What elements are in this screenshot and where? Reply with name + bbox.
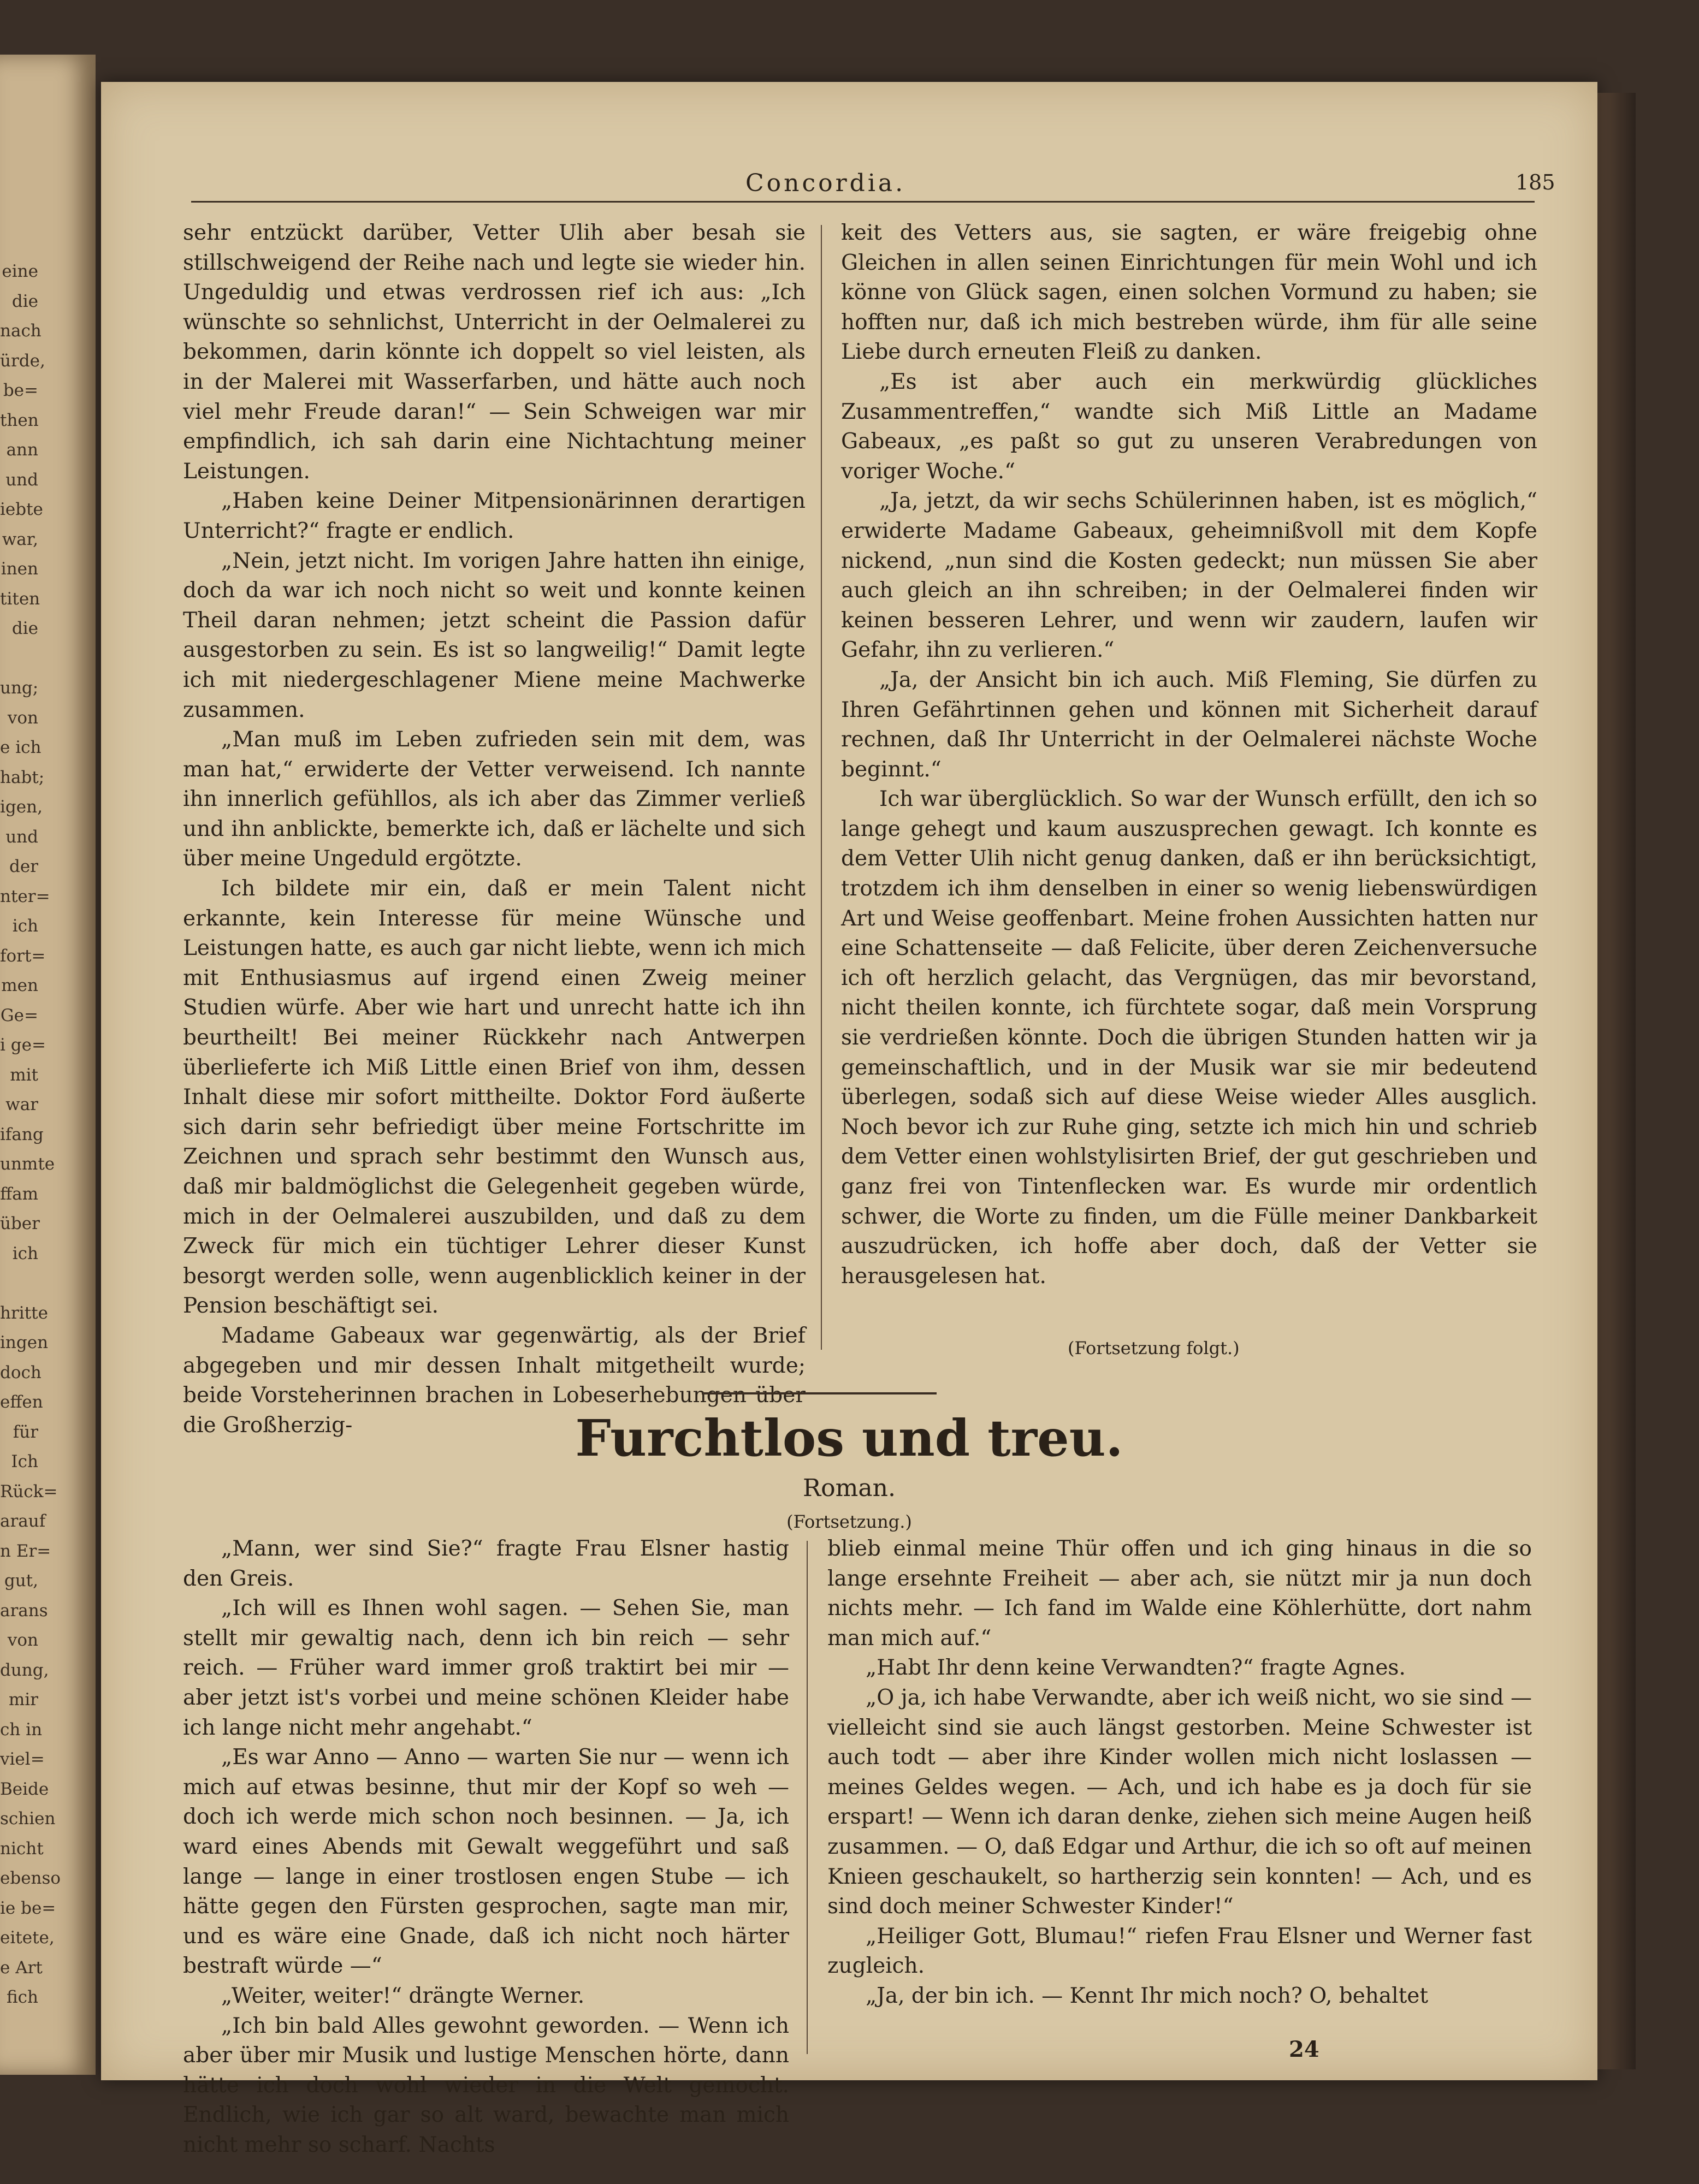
left-fragment-line: Rück= [0, 1481, 58, 1502]
left-fragment-line: ebenso [0, 1868, 61, 1888]
page-edge [1597, 93, 1636, 2069]
left-fragment-line: dung, [0, 1660, 49, 1680]
left-fragment-line: fich [6, 1987, 38, 2007]
left-page-text-fragments [0, 257, 61, 2013]
left-fragment-line: inen [1, 559, 38, 579]
left-fragment-line: über [0, 1214, 40, 1233]
left-fragment-line: mir [8, 1690, 38, 1710]
left-fragment-line [0, 644, 38, 674]
section-rule [702, 1392, 937, 1394]
running-title: Concordia. [745, 169, 906, 197]
left-fragment-line: der [9, 857, 38, 876]
left-fragment-line: Ge= [0, 1005, 38, 1025]
paragraph: sehr entzückt darüber, Vetter Ulih aber besah sie stillschweigend der Reihe nach und legte sie wieder hin. Ungeduldig und etwas verdrossen rief ich aus: „Ich wünschte so sehnlichst, Unterricht in der Oelmalerei zu bekommen, darin könnte ich doppelt so viel leisten, als in der Malerei mit Wasserfarben, und hätte auch noch viel mehr Freude daran!“ — Sein Schweigen war mir empfindlich, ich sah darin eine Nichtachtung meiner Leistungen. [183, 221, 806, 484]
paragraph: „O ja, ich habe Verwandte, aber ich weiß nicht, wo sie sind — vielleicht sind sie auch längst gestorben. Meine Schwester ist auch todt — aber ihre Kinder wollen mich nicht loslassen — meines Geldes wegen. — Ach, und ich habe es ja doch für sie erspart! — Wenn ich daran denke, ziehen sich meine Augen heiß zusammen. — O, daß Edgar und Arthur, die ich so oft auf meinen Knieen geschaukelt, so hartherzig sein konnten! — Ach, und es sind doch meiner Schwester Kinder!“ [827, 1685, 1532, 1919]
left-fragment-line: ürde, [0, 351, 45, 371]
upper-right-column [841, 218, 1537, 1291]
left-fragment-line: ann [6, 440, 38, 460]
left-fragment-line: und [5, 827, 38, 847]
paragraph: „Ich bin bald Alles gewohnt geworden. — Wenn ich aber über mir Musik und lustige Menschen hörte, dann hätte ich doch wohl wieder in die Welt gemocht. Endlich, wie ich gar so alt ward, bewachte man mich nicht mehr so scharf. Nachts [183, 2013, 789, 2157]
left-fragment-line: die [11, 291, 38, 311]
paragraph: blieb einmal meine Thür offen und ich ging hinaus in die so lange ersehnte Freiheit — aber ach, sie nützt mir ja nun doch nichts mehr. — Ich fand im Walde eine Köhlerhütte, dort nahm man mich auf.“ [827, 1536, 1532, 1651]
left-fragment-line: mit [10, 1065, 38, 1085]
left-fragment-line: arans [0, 1600, 48, 1621]
left-fragment-line: then [0, 410, 39, 430]
paragraph: Madame Gabeaux war gegenwärtig, als der Brief abgegeben und mir dessen Inhalt mitgetheilt wurde; beide Vorsteherinnen brachen in Lobeserhebungen über die Großherzig- [183, 1323, 806, 1438]
left-fragment-line: fort= [0, 946, 46, 966]
left-fragment-line: nter= [0, 886, 50, 906]
novel-subtitle: Roman. [803, 1474, 896, 1502]
left-fragment-line: men [1, 976, 38, 995]
paragraph: „Ja, der Ansicht bin ich auch. Miß Fleming, Sie dürfen zu Ihren Gefährtinnen gehen und können mit Sicherheit darauf rechnen, daß Ihr Unterricht in der Oelmalerei nächste Woche beginnt.“ [841, 667, 1537, 782]
left-fragment-line: ch in [0, 1719, 43, 1740]
left-fragment-line: die [11, 619, 38, 638]
left-fragment-line: war, [2, 529, 38, 549]
left-fragment-line: iebte [0, 500, 43, 519]
left-fragment-line: von [7, 1630, 38, 1650]
left-fragment-line: eitete, [0, 1928, 55, 1948]
novel-continued-note: (Fortsetzung.) [786, 1511, 912, 1532]
left-fragment-line: von [7, 708, 38, 728]
left-fragment-line: ifang [0, 1124, 44, 1144]
paragraph: „Es ist aber auch ein merkwürdig glückliches Zusammentreffen,“ wandte sich Miß Little an Madame Gabeaux, „es paßt so gut zu unseren Verabredungen von voriger Woche.“ [841, 369, 1537, 484]
left-fragment-line: ung; [0, 678, 39, 698]
paragraph: „Ich will es Ihnen wohl sagen. — Sehen Sie, man stellt mir gewaltig nach, denn ich bin reich — sehr reich. — Früher ward immer groß traktirt bei mir — aber jetzt ist's vorbei und meine schönen Kleider habe ich lange nicht mehr angehabt.“ [183, 1596, 789, 1740]
left-fragment-line: schien [0, 1809, 56, 1829]
left-fragment-line: unmte [0, 1154, 55, 1174]
paragraph: „Haben keine Deiner Mitpensionärinnen derartigen Unterricht?“ fragte er endlich. [183, 489, 806, 543]
paragraph: „Weiter, weiter!“ drängte Werner. [221, 1983, 585, 2008]
left-fragment-line: doch [0, 1362, 42, 1382]
left-fragment-line: ffam [0, 1184, 38, 1204]
paragraph: keit des Vetters aus, sie sagten, er wäre freigebig ohne Gleichen in allen seinen Einrichtungen für mein Wohl und ich könne von Glück sagen, einen solchen Vormund zu haben; sie hofften nur, daß ich mich bestreben würde, ihm für alle seine Liebe durch erneuten Fleiß zu danken. [841, 221, 1537, 365]
lower-left-column [183, 1534, 789, 2160]
left-fragment-line: nicht [0, 1838, 44, 1859]
left-fragment-line: habt; [0, 767, 45, 787]
left-fragment-line: n Er= [0, 1541, 51, 1561]
paragraph: „Habt Ihr denn keine Verwandten?“ fragte Agnes. [866, 1655, 1406, 1681]
left-fragment-line: e ich [0, 738, 42, 757]
paragraph: „Mann, wer sind Sie?“ fragte Frau Elsner hastig den Greis. [183, 1536, 789, 1591]
left-fragment-line: ich [12, 916, 38, 936]
left-fragment-line: i ge= [0, 1035, 46, 1055]
continued-note: (Fortsetzung folgt.) [1068, 1338, 1240, 1358]
journal-page [101, 82, 1597, 2157]
left-fragment-line: titen [0, 589, 40, 609]
signature-mark: 24 [1289, 2037, 1319, 2062]
paragraph: „Ja, jetzt, da wir sechs Schülerinnen haben, ist es möglich,“ erwiderte Madame Gabeaux, geheimnißvoll mit dem Kopfe nickend, „nun sind die Kosten gedeckt; nun müssen Sie aber auch gleich an ihn schreiben; in der Oelmalerei finden wir keinen besseren Lehrer, und wenn wir zaudern, laufen wir Gefahr, ihn zu verlieren.“ [841, 489, 1537, 663]
paragraph: Ich war überglücklich. So war der Wunsch erfüllt, den ich so lange gehegt und kaum auszusprechen gewagt. Ich konnte es dem Vetter Ulih nicht genug danken, daß er ihn berücksichtigt, trotzdem ich ihm denselben in einer so wenig liebenswürdigen Art und Weise geoffenbart. Meine frohen Aussichten hatten nur eine Schattenseite — daß Felicite, über deren Zeichenversuche ich oft herzlich gelacht, das Vergnügen, das mir bevorstand, nicht theilen konnte, ich fürchtete sogar, daß mein Vorsprung sie verdrießen könnte. Doch die übrigen Stunden hatten wir ja gemeinschaftlich, und in der Musik war sie mir bedeutend überlegen, sodaß sich auf diese Weise wieder Alles ausglich. Noch bevor ich zur Ruhe ging, setzte ich mich hin und schrieb dem Vetter einen wohlstylisirten Brief, der gut geschrieben und ganz frei von Tintenflecken war. Es wurde mir ordentlich schwer, die Worte zu finden, um die Fülle meiner Dankbarkeit auszudrücken, ich hoffe aber doch, daß der Vetter sie herausgelesen hat. [841, 787, 1537, 1289]
novel-title: Furchtlos und treu. [575, 1409, 1123, 1468]
left-fragment-line: e Art [0, 1957, 43, 1978]
left-fragment-line: ie be= [0, 1898, 56, 1918]
paragraph: „Es war Anno — Anno — warten Sie nur — wenn ich mich auf etwas besinne, thut mir der Kopf so weh — doch ich werde mich schon noch besinnen. — Ja, ich ward eines Abends mit Gewalt weggeführt und saß lange — lange in einer trostlosen engen Stube — ich hätte gegen den Fürsten gesprochen, sagte man mir, und es wäre eine Gnade, daß ich nicht noch härter bestraft würde —“ [183, 1745, 789, 1979]
paragraph: „Man muß im Leben zufrieden sein mit dem, was man hat,“ erwiderte der Vetter verweisend. Ich nannte ihn innerlich gefühllos, als ich aber das Zimmer verließ und ihn anblickte, bemerkte ich, daß er lächelte und sich über meine Ungeduld ergötzte. [183, 727, 806, 871]
paragraph: „Heiliger Gott, Blumau!“ riefen Frau Elsner und Werner fast zugleich. [827, 1924, 1532, 1979]
left-fragment-line: für [13, 1422, 38, 1442]
left-fragment-line: viel= [0, 1749, 45, 1769]
paragraph: „Ja, der bin ich. — Kennt Ihr mich noch? O, behaltet [866, 1983, 1429, 2008]
lower-right-column [827, 1534, 1532, 2011]
left-fragment-line: igen, [0, 797, 43, 817]
left-fragment-line: arauf [0, 1511, 46, 1531]
page-number: 185 [1516, 170, 1555, 194]
left-fragment-line: war [5, 1095, 38, 1114]
left-fragment-line: ich [12, 1243, 38, 1263]
paragraph: „Nein, jetzt nicht. Im vorigen Jahre hatten ihn einige, doch da war ich noch nicht so weit und konnte keinen Theil daran nehmen; jetzt scheint die Passion dafür ausgestorben zu sein. Es ist so langweilig!“ Damit legte ich mit niedergeschlagener Miene meine Machwerke zusammen. [183, 548, 806, 722]
column-divider [821, 225, 822, 1350]
left-fragment-line [0, 1268, 38, 1298]
left-fragment-line: hritte [0, 1303, 48, 1323]
left-fragment-line: eine [2, 262, 38, 281]
left-fragment-line: Ich [11, 1452, 38, 1471]
left-fragment-line: gut, [4, 1571, 38, 1590]
left-fragment-line: effen [0, 1392, 43, 1412]
paragraph: Ich bildete mir ein, daß er mein Talent nicht erkannte, kein Interesse für meine Wünsche und Leistungen hatte, es auch gar nicht liebte, wenn ich mich mit Enthusiasmus auf irgend einen Zweig meiner Studien würfe. Aber wie hart und unrecht hatte ich ihn beurtheilt! Bei meiner Rückkehr nach Antwerpen überlieferte ich Miß Little einen Brief von ihm, dessen Inhalt diese mir sofort mittheilte. Doktor Ford äußerte sich darin sehr befriedigt über meine Fortschritte im Zeichnen und sprach sehr bestimmt den Wunsch aus, daß mir baldmöglichst die Gelegenheit gegeben würde, mich in der Oelmalerei auszubilden, und daß zu dem Zweck für mich ein tüchtiger Lehrer dieser Kunst besorgt werden solle, wenn augenblicklich keiner in der Pension beschäftigt sei. [183, 876, 806, 1319]
left-fragment-line: und [5, 470, 38, 490]
left-fragment-line: ingen [0, 1333, 49, 1352]
column-divider [807, 1541, 808, 2054]
left-fragment-line: nach [0, 321, 42, 341]
header-rule [191, 201, 1535, 203]
left-fragment-line: be= [3, 381, 38, 400]
left-page-margin [0, 55, 96, 2075]
left-fragment-line: Beide [0, 1779, 49, 1799]
upper-left-column [183, 218, 806, 1440]
